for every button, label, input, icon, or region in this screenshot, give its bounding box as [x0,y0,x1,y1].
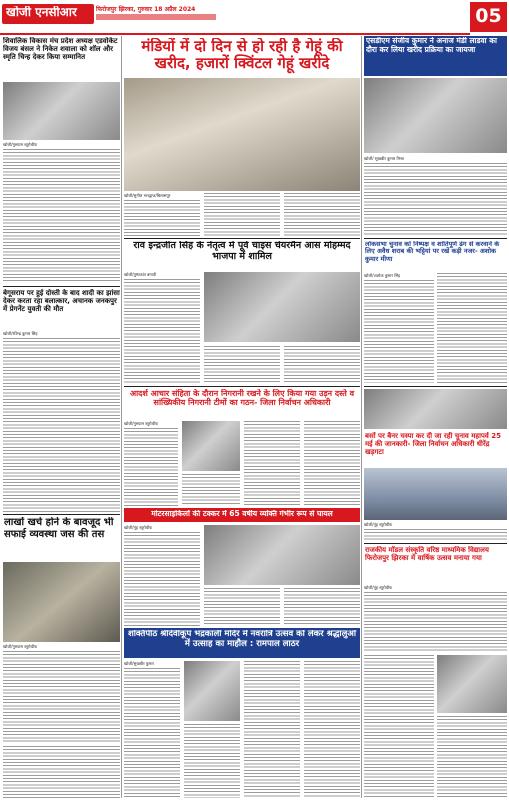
story-9-headline: लाखों खर्च होने के बावजूद भी सफाई व्यवस्था जस की तस [4,517,114,540]
story-4-body-col1 [124,279,200,383]
newspaper-name: खोजी एनसीआर [6,6,77,19]
masthead-title-box [2,4,94,24]
story-9-byline: खोजी/गुरुग्राम ब्यूरोचीफ [3,644,38,649]
story-12 [364,543,507,798]
story-7 [124,386,360,506]
story-8-top-rule [364,386,507,387]
story-2-headline: मंडियों में दो दिन से हो रही है गेहूं की खरीद, हजारों क्विंटल गेहूं खरीदे [141,38,343,73]
story-4-body-col3 [284,346,360,383]
story-11-body-col1 [124,668,180,798]
story-7-photo [182,421,240,471]
story-2-byline: खोजी/सुनील भारद्वाज/बिलासपुर [124,193,171,198]
story-8-photo-buses [364,468,507,520]
column-rule-2 [361,36,362,798]
story-5 [364,238,507,383]
story-5-byline: खोजी/अशोक कुमार सिंह [364,273,401,278]
story-6-body [3,338,120,512]
story-1-byline: खोजी/गुरुग्राम ब्यूरोचीफ [3,142,38,147]
story-3-photo [364,78,507,153]
story-3-headline: एसडीएम संजीव कुमार ने अनाज मंडी लाडवा का दौरा कर लिया खरीद प्रक्रिया का जायजा [366,37,497,54]
story-10-body-col1 [124,532,200,626]
story-7-byline: खोजी/गुरुग्राम ब्यूरोचीफ [124,421,159,426]
dateline: फिरोजपुर झिरका, गुरुवार 18 अप्रैल 2024 [96,6,196,13]
story-5-top-rule [364,238,507,239]
story-9-body-tail [3,746,120,798]
dateline-sub [96,14,216,20]
story-12-top-rule [364,543,507,544]
story-2-body-col2 [204,193,280,236]
story-7-headline: आदर्श आचार संहिता के दौरान निगरानी रखने के लिए किया गया उड़न दस्ते व सांख्यिकीय निगरानी टीमों का गठन- जिला निर्वाचन अधिकारी [129,389,355,408]
story-7-body-col3 [244,421,300,506]
story-6 [3,286,120,512]
story-5-headline: लोकसभा चुनाव को निष्पक्ष व शांतिपूर्ण ढंग से करवाने के लिए अवैध शराब की भट्टियां पर रखें कड़ी नजर- अशोक कुमार मीणा [365,241,500,263]
story-9-top-rule [3,514,120,515]
story-5-body-col2 [437,273,507,383]
story-7-top-rule [124,386,360,387]
story-11-headline: शक्तिपीठ श्रीदेवीकूप भद्रकाली मंदिर में नवरात्रि उत्सव को लेकर श्रद्धालुओं में उत्साह का माहौल : रामपाल लाठर [127,630,357,649]
story-4-photo [204,272,360,342]
story-8-photo-top [364,389,507,429]
story-10-headline: मोटरसाइकिलों की टक्कर में 65 वर्षीय व्यक्ति गंभीर रूप से घायल [151,510,333,518]
story-7-body-col1 [124,428,178,506]
story-10-body-col3 [284,588,360,626]
story-11-byline: खोजी/सुखबीर कुमार [124,661,154,666]
story-6-byline: खोजी/रविन्द्र कुमार सिंह [3,331,38,336]
story-7-body-col4 [304,421,360,506]
story-12-body-col2 [437,716,507,798]
column-rule-1 [121,36,122,798]
story-9 [3,514,120,744]
story-1-photo [3,82,120,140]
story-6-top-rule [3,286,120,287]
story-10-photo [204,525,360,585]
story-4-body-col2 [204,346,280,383]
story-12-byline: खोजी/नूंह ब्यूरोचीफ [364,585,393,590]
story-1-body [3,149,120,283]
story-1-headline: शिवालिक विकास मंच प्रदेश अध्यक्ष एडवोकेट विजय बंसल ने निकेत शवाला को शॉल और स्मृति चिन्ह देकर किया सम्मानित [3,37,118,62]
page-number: 05 [475,6,502,27]
story-4-top-rule [124,238,360,239]
story-12-body-top [364,592,507,652]
page-number-box [470,2,507,32]
story-8-headline: बसों पर बैनर चस्पा कर दी जा रही चुनाव महापर्व 25 मई की जानकारी- जिला निर्वाचन अधिकारी धीरेंद्र खड़गटा [365,432,501,457]
story-12-body-col1 [364,655,434,798]
story-11-body-col2 [184,724,240,798]
story-9-body [3,651,120,744]
story-4-byline: खोजी/पुष्पकांत बगावी [124,272,156,277]
masthead-rule [0,33,470,35]
story-11-body-col3 [244,661,300,798]
story-4-headline: राव इन्द्रजीत सिंह के नेतृत्व में पूर्व चाइस चेयरमैन आस मोहम्मद भाजपा में शामिल [133,241,351,262]
story-2-body-col1 [124,200,200,236]
story-6-headline: बेगूसराय पर हुई दोस्ती के बाद शादी का झांसा देकर करता रहा बलात्कार, अचानक जनकपुर में प्रेगनेंट युवती की मौत [3,289,120,314]
story-10 [124,508,360,626]
story-8 [364,386,507,541]
story-11-body-col4 [304,661,360,798]
story-11-photo [184,661,240,721]
story-12-headline: राजकीय मॉडल संस्कृति वरिष्ठ माध्यमिक विद्यालय फिरोजपुर झिरका में वार्षिक उत्सव मनाया गया [365,546,489,563]
story-4 [124,238,360,383]
story-3-body [364,163,507,236]
story-3 [364,36,507,236]
story-8-body [364,529,507,541]
story-10-body-col2 [204,588,280,626]
story-9-photo [3,562,120,642]
story-2 [124,36,360,236]
story-7-body-col2 [182,474,240,506]
story-5-body-col1 [364,280,434,383]
story-12-photo [437,655,507,713]
story-10-byline: खोजी/नूंह ब्यूरोचीफ [124,525,153,530]
story-3-byline: खोजी/ सुखबीर कुमार मिश्रा [364,156,404,161]
masthead [0,0,509,38]
story-2-body-col3 [284,193,360,236]
story-8-byline: खोजी/नूंह ब्यूरोचीफ [364,522,393,527]
story-11 [124,628,360,798]
story-1 [3,36,120,284]
story-2-photo [124,78,360,191]
